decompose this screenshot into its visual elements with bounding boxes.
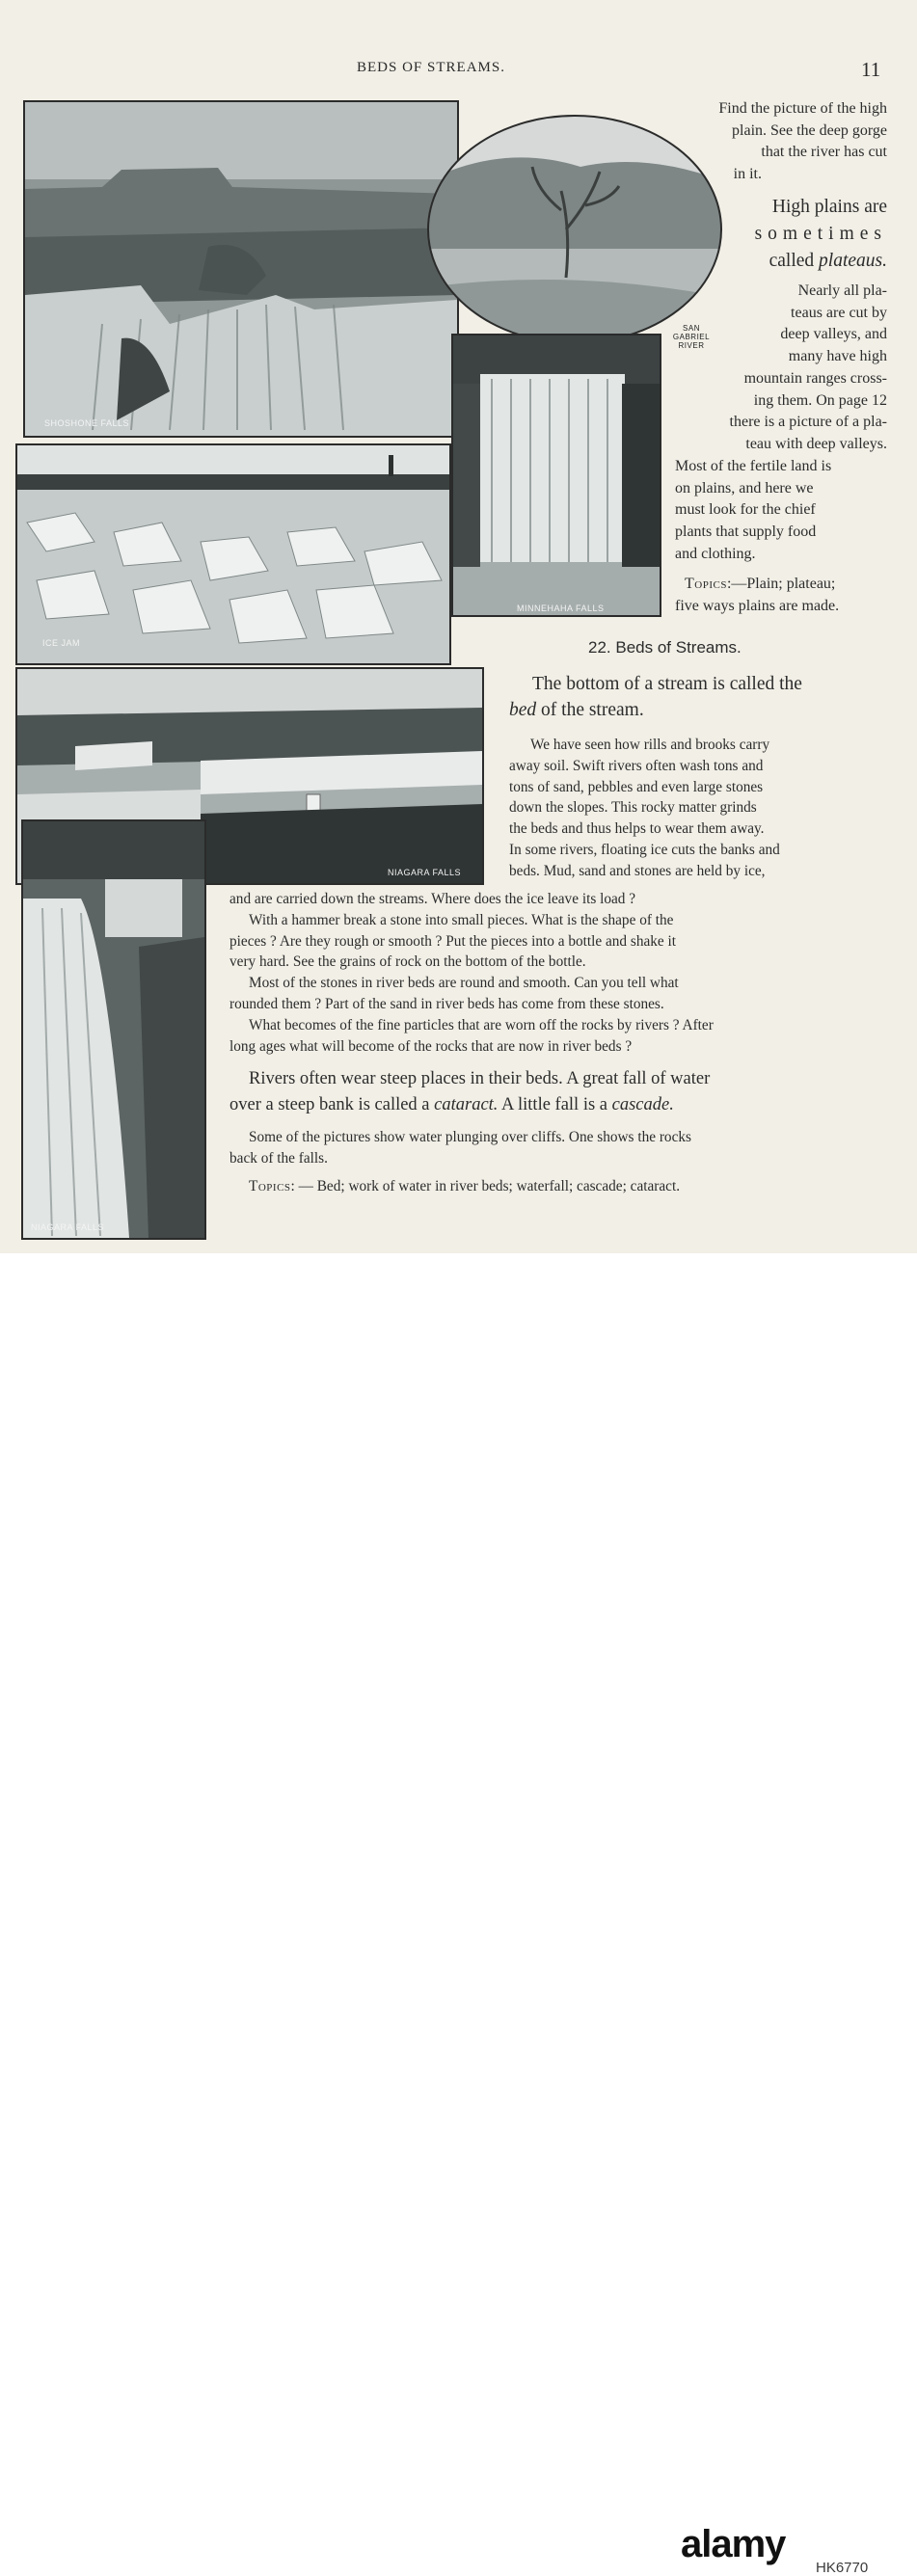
- text-line: must look for the chief: [675, 501, 816, 519]
- cascade-term: cascade.: [611, 1095, 674, 1114]
- text-line: [675, 248, 887, 275]
- text-line: Most of the fertile land is: [675, 458, 832, 474]
- paragraph-pictures: [229, 1127, 895, 1169]
- text-line: and are carried down the streams. Where does the ice leave its load ?: [229, 891, 636, 907]
- text-span: called: [769, 251, 820, 271]
- text-line: long ages what will become of the rocks that are now in river beds ?: [229, 1037, 633, 1055]
- text-line: The bottom of a stream is called the: [532, 674, 802, 694]
- san-gabriel-caption: SAN GABRIEL RIVER: [672, 324, 711, 350]
- shoshone-falls-caption: SHOSHONE FALLS: [44, 418, 130, 428]
- text-span: :—Plain; plateau;: [726, 576, 836, 592]
- watermark-footer: [0, 1253, 917, 2576]
- text-line: With a hammer break a stone into small pieces. What is the shape of the: [249, 911, 674, 928]
- text-line: [509, 697, 890, 723]
- page-number: 11: [861, 58, 881, 81]
- text-line: that the river has cut: [761, 144, 887, 161]
- plateaus-term: plateaus.: [819, 251, 887, 271]
- running-head-title: BEDS OF STREAMS.: [357, 60, 505, 75]
- text-line: rounded them ? Part of the sand in river beds has come from these stones.: [229, 995, 664, 1012]
- text-line: High plains are: [771, 197, 887, 217]
- text-line: [685, 574, 892, 596]
- text-line: many have high: [788, 348, 887, 365]
- text-line: teau with deep valleys.: [745, 435, 887, 452]
- text-line: Find the picture of the high: [718, 100, 887, 117]
- text-line: In some rivers, floating ice cuts the banks and: [509, 841, 780, 858]
- text-line: deep valleys, and: [780, 326, 887, 343]
- text-line: away soil. Swift rivers often wash tons and: [509, 757, 764, 774]
- ice-jam-illustration: [15, 443, 451, 665]
- text-line: What becomes of the fine particles that are worn off the rocks by rivers ? After: [249, 1016, 714, 1033]
- text-line: back of the falls.: [229, 1149, 328, 1167]
- niagara-falls-tall-illustration: [21, 819, 206, 1240]
- topics-label: Topics: [249, 1178, 291, 1194]
- section-heading: 22. Beds of Streams.: [588, 638, 742, 657]
- paragraph-full: [229, 889, 895, 1057]
- text-span: A little fall is a: [498, 1095, 612, 1114]
- text-line: ing them. On page 12: [753, 391, 887, 409]
- text-line: Most of the stones in river beds are round and smooth. Can you tell what: [249, 975, 679, 992]
- text-line: sometimes: [754, 224, 887, 244]
- stock-image-id: HK6770: [816, 2560, 869, 2576]
- niagara-falls-tall-caption: NIAGARA FALLS: [31, 1222, 105, 1232]
- plateau-paragraph: [665, 281, 887, 456]
- bed-term: bed: [509, 700, 537, 720]
- text-line: plants that supply food: [675, 523, 817, 541]
- minnehaha-falls-caption: MINNEHAHA FALLS: [517, 604, 605, 613]
- cataract-lead: [229, 1066, 895, 1118]
- text-line: plain. See the deep gorge: [732, 121, 887, 139]
- text-line: Nearly all pla-: [797, 282, 887, 299]
- text-line: pieces ? Are they rough or smooth ? Put the pieces into a bottle and shake it: [229, 932, 677, 950]
- text-span: of the stream.: [536, 700, 644, 720]
- book-page: [0, 0, 917, 1253]
- text-line: down the slopes. This rocky matter grinds: [509, 799, 757, 817]
- text-line: the beds and thus helps to wear them away.: [509, 820, 765, 838]
- text-span: : — Bed; work of water in river beds; waterfall; cascade; cataract.: [290, 1178, 681, 1194]
- text-line: five ways plains are made.: [675, 597, 840, 614]
- ice-jam-caption: ICE JAM: [42, 638, 81, 648]
- cataract-term: cataract.: [434, 1095, 499, 1114]
- text-span: over a steep bank is called a: [229, 1095, 435, 1114]
- plateau-lead: [675, 194, 887, 275]
- text-line: on plains, and here we: [675, 479, 814, 496]
- topics-label: Topics: [685, 576, 727, 592]
- text-line: there is a picture of a pla-: [729, 414, 887, 431]
- section-lead: [509, 671, 890, 723]
- text-line: beds. Mud, sand and stones are held by ice,: [509, 862, 766, 879]
- intro-text: [540, 98, 887, 185]
- alamy-logo: [681, 2524, 802, 2566]
- text-line: in it.: [733, 165, 762, 182]
- text-line: Rivers often wear steep places in their beds. A great fall of water: [249, 1069, 711, 1088]
- niagara-falls-wide-caption: NIAGARA FALLS: [388, 868, 462, 877]
- text-line: tons of sand, pebbles and even large stones: [509, 778, 764, 795]
- shoshone-falls-illustration: [23, 100, 459, 438]
- text-line: teaus are cut by: [791, 304, 887, 321]
- paragraph-ice: [509, 735, 890, 882]
- plateau-paragraph-cont: [675, 456, 889, 566]
- topics-beds: [249, 1176, 895, 1196]
- topics-plateau: [675, 574, 892, 617]
- text-line: We have seen how rills and brooks carry: [530, 737, 770, 753]
- text-line: mountain ranges cross-: [743, 369, 887, 387]
- minnehaha-falls-illustration: [451, 334, 661, 617]
- alamy-logo-text: alamy: [681, 2524, 786, 2565]
- text-line: very hard. See the grains of rock on the bottom of the bottle.: [229, 953, 586, 971]
- text-line: and clothing.: [675, 545, 756, 562]
- text-line: [229, 1092, 895, 1118]
- text-line: Some of the pictures show water plunging over cliffs. One shows the rocks: [249, 1129, 691, 1145]
